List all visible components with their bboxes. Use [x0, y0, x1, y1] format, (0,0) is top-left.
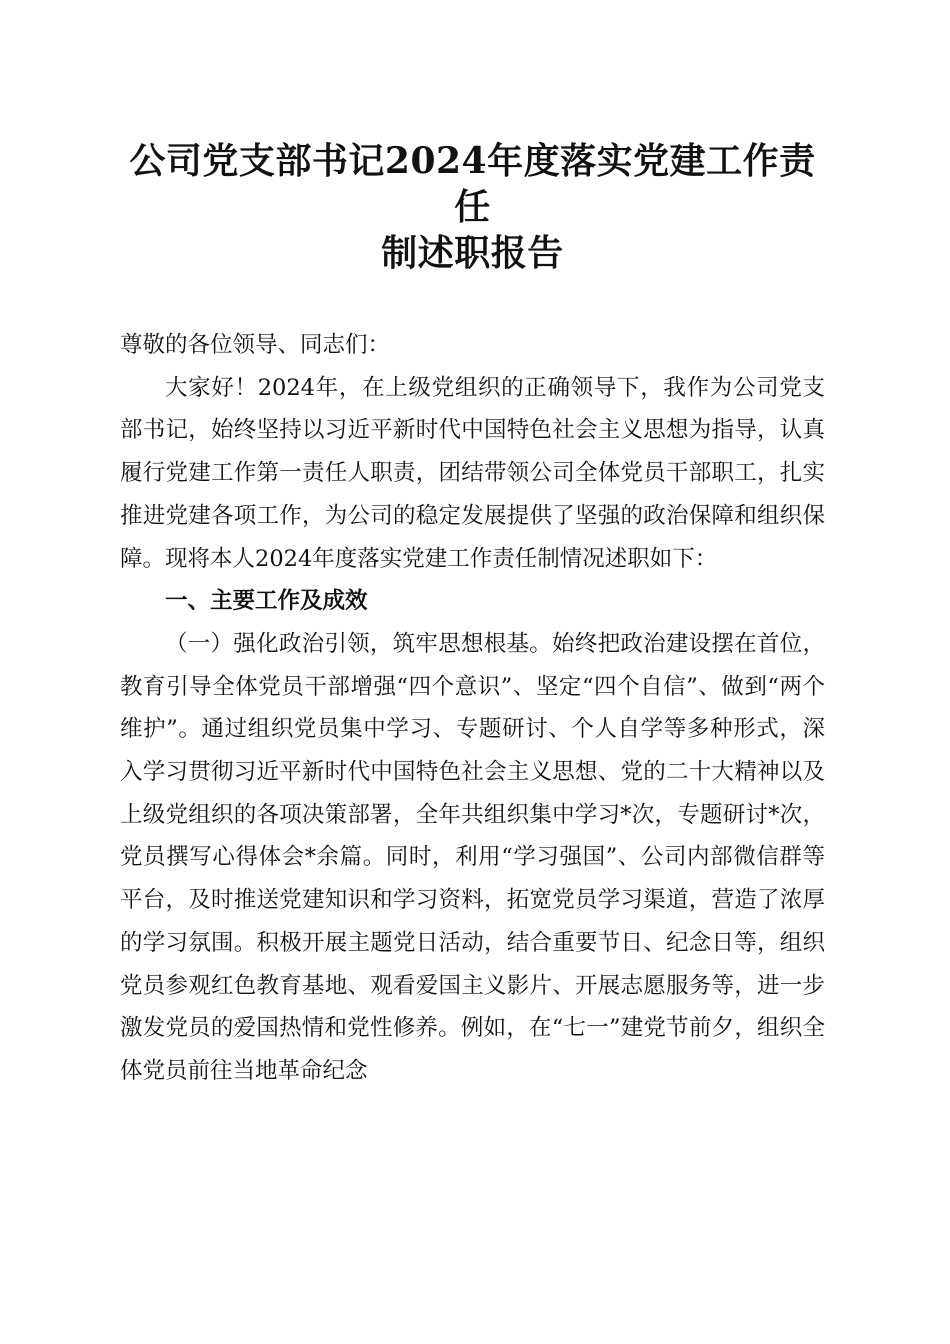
document-body [120, 324, 825, 1093]
subsection-paragraph-1 [120, 623, 825, 1093]
title-line-1: 公司党支部书记2024年度落实党建工作责任 [129, 140, 816, 228]
salutation: 尊敬的各位领导、同志们： [120, 332, 391, 358]
section-heading-1: 一、主要工作及成效 [165, 588, 368, 615]
document-page [120, 138, 825, 1093]
subsection-lead-1: （一）强化政治引领，筑牢思想根基。 [165, 630, 553, 657]
subsection-body-1: 始终把政治建设摆在首位，教育引导全体党员干部增强“四个意识”、坚定“四个自信”、做到“两个维护”。通过组织党员集中学习、专题研讨、个人自学等多种形式，深入学习贯彻习近平新时代中国特色社会主义思想、党的二十大精神以及上级党组织的各项决策部署，全年共组织集中学习*次，专题研讨*次，党员撰写心得体会*余篇。同时，利用“学习强国”、公司内部微信群等平台，及时推送党建知识和学习资料，拓宽党员学习渠道，营造了浓厚的学习氛围。积极开展主题党日活动，结合重要节日、纪念日等，组织党员参观红色教育基地、观看爱国主义影片、开展志愿服务等，进一步激发党员的爱国热情和党性修养。例如，在“七一”建党节前夕，组织全体党员前往当地革命纪念 [120, 630, 825, 1084]
title-line-2: 制述职报告 [381, 232, 564, 274]
intro-paragraph: 大家好！2024年，在上级党组织的正确领导下，我作为公司党支部书记，始终坚持以习近平新时代中国特色社会主义思想为指导，认真履行党建工作第一责任人职责，团结带领公司全体党员干部职工，扎实推进党建各项工作，为公司的稳定发展提供了坚强的政治保障和组织保障。现将本人2024年度落实党建工作责任制情况述职如下： [120, 374, 825, 572]
document-title [120, 138, 825, 276]
